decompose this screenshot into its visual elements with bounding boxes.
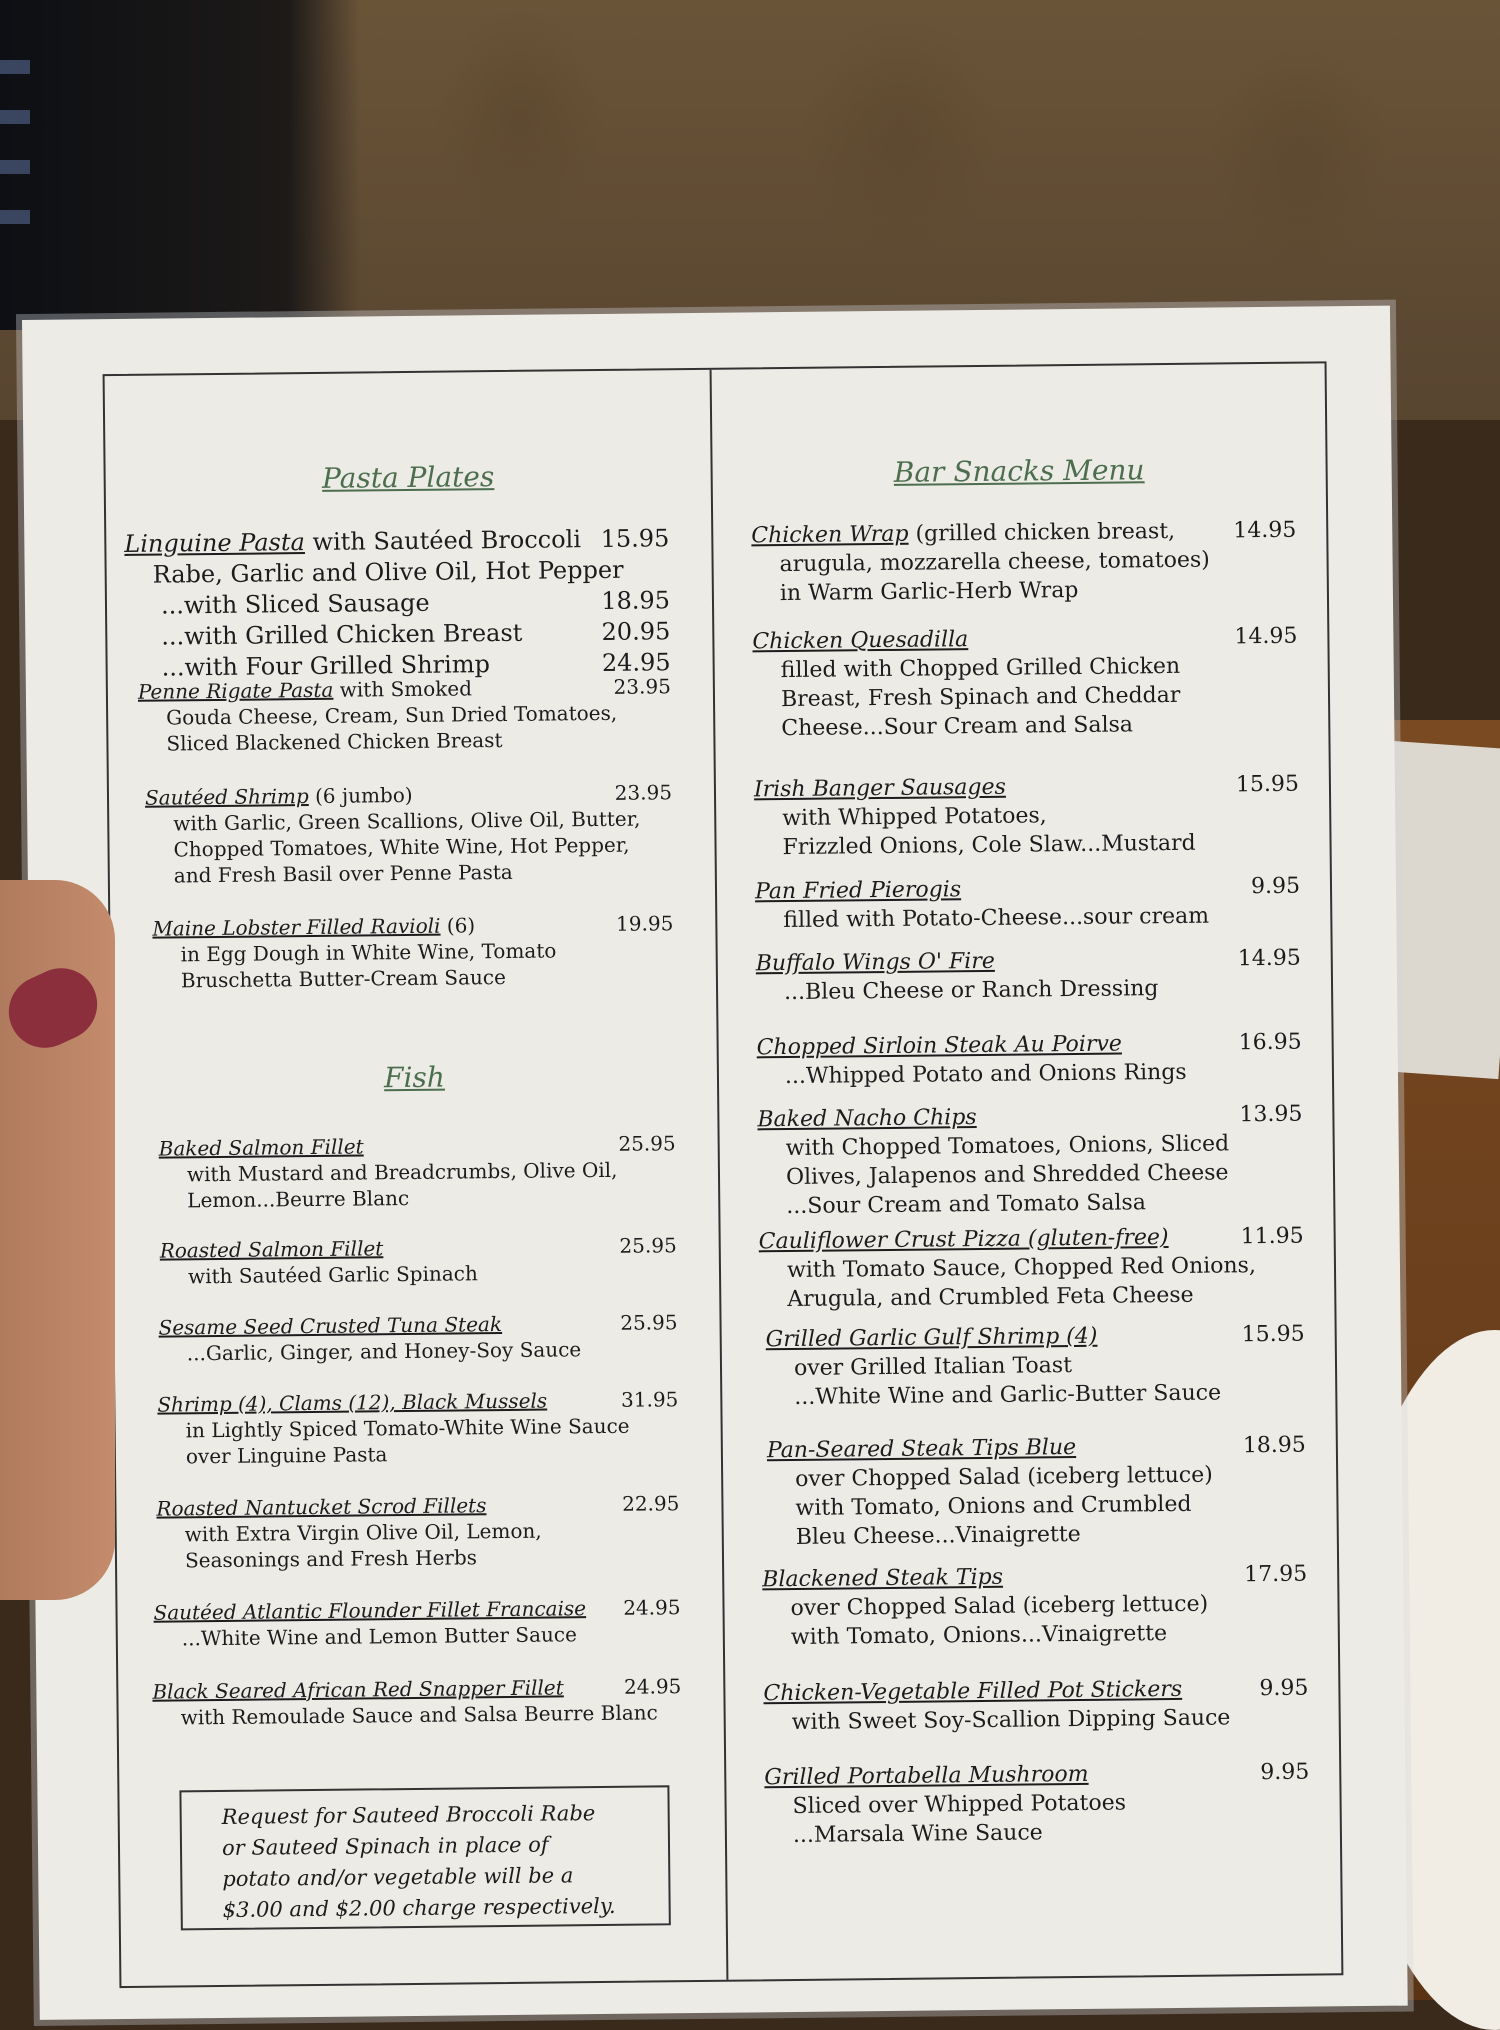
menu-item xyxy=(156,1490,680,1573)
note-line: or Sauteed Spinach in place of xyxy=(221,1832,549,1860)
menu-item xyxy=(756,944,1302,1008)
item-name: Black Seared African Red Snapper Fillet xyxy=(152,1675,564,1704)
item-price: 14.95 xyxy=(1233,517,1297,544)
menu-item xyxy=(157,1386,679,1469)
item-name-suffix: with Smoked xyxy=(333,676,473,702)
item-name-suffix: (6) xyxy=(440,913,476,938)
item-description: ...Garlic, Ginger, and Honey-Soy Sauce xyxy=(186,1337,582,1366)
window-shutters xyxy=(0,0,360,330)
item-description: Chopped Tomatoes, White Wine, Hot Pepper, xyxy=(173,832,630,862)
item-price: 9.95 xyxy=(1260,1759,1310,1786)
item-price: 18.95 xyxy=(1242,1432,1306,1459)
item-description: in Warm Garlic-Herb Wrap xyxy=(779,577,1079,607)
item-description: with Tomato, Onions...Vinaigrette xyxy=(790,1621,1168,1651)
menu-item xyxy=(762,1560,1308,1653)
variant-price: 24.95 xyxy=(601,648,671,677)
item-description: with Tomato Sauce, Chopped Red Onions, xyxy=(786,1253,1257,1284)
menu-item xyxy=(766,1320,1306,1413)
item-price: 9.95 xyxy=(1250,873,1301,900)
item-description: ...White Wine and Garlic-Butter Sauce xyxy=(794,1380,1222,1410)
item-price: 15.95 xyxy=(1241,1321,1305,1348)
item-name: Shrimp (4), Clams (12), Black Mussels xyxy=(157,1388,548,1417)
item-price: 14.95 xyxy=(1234,623,1298,650)
item-description: ...Sour Cream and Tomato Salsa xyxy=(786,1190,1147,1220)
item-description: in Egg Dough in White Wine, Tomato xyxy=(180,938,557,967)
item-price: 25.95 xyxy=(619,1233,677,1258)
item-price: 14.95 xyxy=(1237,945,1301,972)
item-description: Cheese...Sour Cream and Salsa xyxy=(781,712,1134,742)
item-name: Chicken-Vegetable Filled Pot Stickers xyxy=(763,1676,1183,1707)
item-name: Baked Nacho Chips xyxy=(757,1105,977,1133)
item-description: with Garlic, Green Scallions, Olive Oil, Butter, xyxy=(173,806,641,836)
item-description: Gouda Cheese, Cream, Sun Dried Tomatoes, xyxy=(166,700,618,730)
left-column xyxy=(105,370,727,1986)
item-name: Pan-Seared Steak Tips Blue xyxy=(766,1435,1077,1464)
item-description: and Fresh Basil over Penne Pasta xyxy=(173,859,513,888)
item-name: Grilled Portabella Mushroom xyxy=(764,1761,1089,1791)
item-description: Bruschetta Butter-Cream Sauce xyxy=(180,964,507,993)
menu-item xyxy=(145,779,673,889)
item-price: 24.95 xyxy=(623,1595,681,1620)
item-description: over Chopped Salad (iceberg lettuce) xyxy=(790,1591,1209,1622)
item-name: Maine Lobster Filled Ravioli xyxy=(152,913,441,941)
menu-item xyxy=(757,1100,1303,1222)
menu-item xyxy=(764,1758,1310,1851)
item-description: ...Bleu Cheese or Ranch Dressing xyxy=(783,976,1159,1006)
item-description: with Remoulade Sauce and Salsa Beurre Blanc xyxy=(180,1700,658,1730)
substitution-note xyxy=(179,1785,670,1930)
menu-item xyxy=(754,770,1300,863)
item-price: 16.95 xyxy=(1238,1029,1302,1056)
item-name: Baked Salmon Fillet xyxy=(158,1134,364,1161)
item-description: filled with Chopped Grilled Chicken xyxy=(780,653,1181,684)
item-description: Sliced over Whipped Potatoes xyxy=(792,1790,1127,1820)
pasta-heading: Pasta Plates xyxy=(321,460,495,495)
item-price: 13.95 xyxy=(1239,1101,1303,1128)
menu-item xyxy=(138,673,672,757)
menu-item xyxy=(752,622,1298,744)
item-description: ...Whipped Potato and Onions Rings xyxy=(784,1059,1187,1090)
item-description: with Sautéed Garlic Spinach xyxy=(187,1261,478,1289)
menu-item xyxy=(763,1674,1309,1738)
variant-price: 20.95 xyxy=(601,617,671,646)
right-column xyxy=(712,363,1342,1979)
item-price: 11.95 xyxy=(1240,1223,1304,1250)
item-name-suffix: (6 jumbo) xyxy=(308,782,413,809)
variant-label: ...with Grilled Chicken Breast xyxy=(161,618,523,651)
fish-heading: Fish xyxy=(383,1060,446,1095)
menu-item xyxy=(153,1594,681,1652)
item-price: 24.95 xyxy=(623,1674,682,1699)
item-price: 31.95 xyxy=(620,1387,679,1412)
shutter-slat xyxy=(0,110,30,124)
menu-item xyxy=(160,1232,678,1289)
menu-item xyxy=(124,523,671,684)
item-description: filled with Potato-Cheese...sour cream xyxy=(783,903,1210,934)
item-description: Arugula, and Crumbled Feta Cheese xyxy=(787,1282,1194,1313)
item-name: Blackened Steak Tips xyxy=(762,1564,1004,1593)
shutter-slat xyxy=(0,160,30,174)
item-name-suffix: with Sautéed Broccoli xyxy=(304,525,582,557)
item-price: 15.95 xyxy=(1235,771,1300,798)
item-price: 19.95 xyxy=(615,911,674,936)
bar-snacks-heading: Bar Snacks Menu xyxy=(893,453,1145,489)
item-name: Chopped Sirloin Steak Au Poirve xyxy=(756,1031,1122,1061)
item-description: Breast, Fresh Spinach and Cheddar xyxy=(780,682,1181,713)
item-description: with Sweet Soy-Scallion Dipping Sauce xyxy=(791,1705,1231,1736)
note-line: Request for Sauteed Broccoli Rabe xyxy=(221,1801,596,1829)
menu-item xyxy=(152,910,674,993)
item-name: Sautéed Shrimp xyxy=(144,784,309,810)
note-line: potato and/or vegetable will be a xyxy=(222,1863,574,1891)
item-name: Linguine Pasta xyxy=(124,528,306,558)
item-description: over Grilled Italian Toast xyxy=(793,1353,1073,1381)
item-price: 22.95 xyxy=(622,1491,680,1516)
menu-item xyxy=(751,516,1297,609)
item-name: Chicken Wrap xyxy=(751,521,909,549)
item-description: Bleu Cheese...Vinaigrette xyxy=(795,1521,1081,1550)
item-description: with Whipped Potatoes, xyxy=(782,803,1047,832)
item-name: Cauliflower Crust Pizza (gluten-free) xyxy=(758,1225,1169,1255)
item-price: 25.95 xyxy=(620,1310,678,1335)
item-name: Pan Fried Pierogis xyxy=(754,877,962,905)
menu-frame xyxy=(103,361,1344,1988)
item-description: ...Marsala Wine Sauce xyxy=(792,1820,1043,1849)
item-name: Chicken Quesadilla xyxy=(752,627,969,655)
item-name: Sautéed Atlantic Flounder Fillet Francaise xyxy=(153,1596,587,1625)
item-description: Sliced Blackened Chicken Breast xyxy=(166,727,503,756)
item-description: Seasonings and Fresh Herbs xyxy=(184,1545,478,1573)
item-name: Buffalo Wings O' Fire xyxy=(755,948,995,977)
item-description: with Extra Virgin Olive Oil, Lemon, xyxy=(184,1518,542,1547)
variant-label: ...with Sliced Sausage xyxy=(160,588,430,620)
item-price: 25.95 xyxy=(618,1131,676,1156)
item-description: Rabe, Garlic and Olive Oil, Hot Pepper xyxy=(152,555,624,589)
item-description: arugula, mozzarella cheese, tomatoes) xyxy=(779,547,1210,578)
item-description: with Tomato, Onions and Crumbled xyxy=(795,1491,1192,1521)
item-description: over Chopped Salad (iceberg lettuce) xyxy=(795,1462,1213,1492)
item-name: Roasted Nantucket Scrod Fillets xyxy=(156,1493,487,1521)
note-line: $3.00 and $2.00 charge respectively. xyxy=(222,1893,616,1922)
item-name: Penne Rigate Pasta xyxy=(137,677,334,704)
item-description: ...White Wine and Lemon Butter Sauce xyxy=(181,1622,578,1651)
item-price: 23.95 xyxy=(613,674,671,699)
shutter-slat xyxy=(0,60,30,74)
item-price: 17.95 xyxy=(1244,1561,1308,1588)
item-name: Roasted Salmon Fillet xyxy=(159,1236,384,1263)
menu-item xyxy=(757,1028,1303,1092)
item-description: in Lightly Spiced Tomato-White Wine Sauce xyxy=(185,1413,630,1443)
item-description: with Mustard and Breadcrumbs, Olive Oil, xyxy=(186,1157,618,1187)
variant-label: ...with Four Grilled Shrimp xyxy=(161,650,490,682)
item-name: Irish Banger Sausages xyxy=(753,774,1006,803)
item-description: over Linguine Pasta xyxy=(185,1442,388,1469)
item-description: Frizzled Onions, Cole Slaw...Mustard xyxy=(782,830,1196,861)
shutter-slat xyxy=(0,210,30,224)
menu-sheet xyxy=(22,306,1408,2020)
variant-price: 18.95 xyxy=(601,586,671,615)
item-price: 23.95 xyxy=(614,780,673,805)
item-name: Grilled Garlic Gulf Shrimp (4) xyxy=(765,1323,1098,1353)
menu-item xyxy=(755,872,1301,936)
item-name-suffix: (grilled chicken breast, xyxy=(908,518,1176,547)
item-description: with Chopped Tomatoes, Onions, Sliced xyxy=(785,1131,1230,1162)
menu-item xyxy=(158,1309,678,1366)
item-price: 9.95 xyxy=(1259,1675,1309,1702)
menu-item xyxy=(159,1130,677,1213)
item-description: Olives, Jalapenos and Shredded Cheese xyxy=(785,1160,1229,1191)
item-name: Sesame Seed Crusted Tuna Steak xyxy=(158,1312,503,1340)
menu-item xyxy=(152,1673,682,1731)
item-description: Lemon...Beurre Blanc xyxy=(187,1185,410,1213)
item-price: 15.95 xyxy=(600,524,670,553)
menu-item xyxy=(767,1431,1307,1553)
menu-item xyxy=(759,1222,1305,1315)
